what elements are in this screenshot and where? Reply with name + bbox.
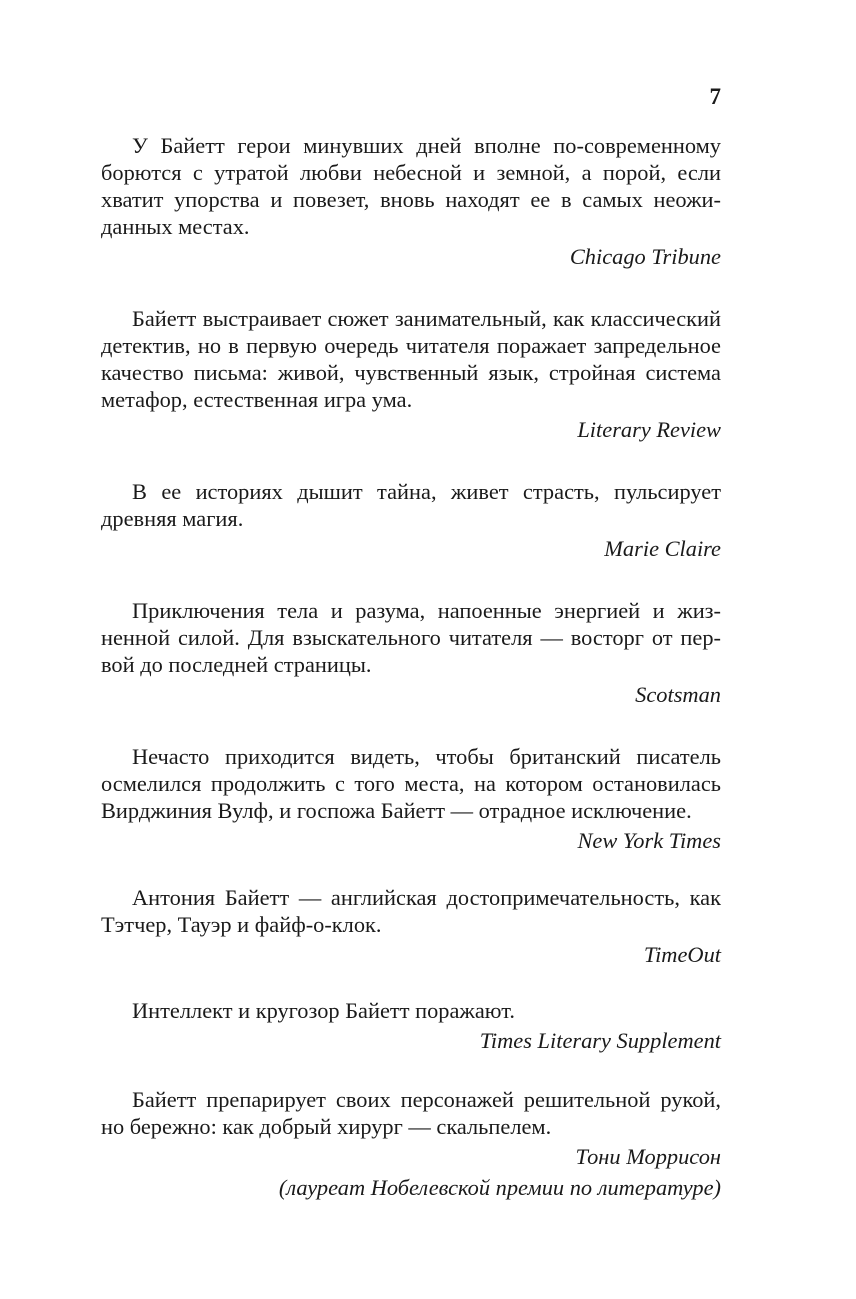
page-number: 7 xyxy=(709,84,721,109)
review-marie-claire xyxy=(101,478,721,565)
review-literary-review xyxy=(101,305,721,446)
review-source: Times Literary Supplement xyxy=(479,1028,721,1053)
review-spacer xyxy=(101,711,721,743)
review-quote: Нечасто приходится видеть, чтобы британский писатель осмелился продолжить с того места, на котором остановилась Вирджиния Вулф, и госпожа Байетт — отрадное исключение. xyxy=(101,744,721,823)
review-quote: В ее историях дышит тайна, живет страсть, пульсирует древняя магия. xyxy=(101,479,721,531)
review-times-literary-supplement xyxy=(101,997,721,1057)
review-source-note: (лауреат Нобелевской премии по литературе) xyxy=(278,1175,721,1200)
review-spacer xyxy=(101,971,721,997)
review-quote: Байетт препарирует своих персонажей решительной рукой, но бережно: как добрый хирург — скальпелем. xyxy=(101,1087,721,1139)
review-spacer xyxy=(101,1057,721,1086)
review-spacer xyxy=(101,446,721,478)
review-source: Marie Claire xyxy=(604,536,721,561)
review-scotsman xyxy=(101,597,721,711)
review-quote: Байетт выстраивает сюжет занимательный, как классический детектив, но в первую очередь читателя поражает запредельное качество письма: живой, чувственный язык, стройная система метафор, естественная игра ума. xyxy=(101,306,721,412)
review-source: Scotsman xyxy=(635,682,721,707)
review-quote: У Байетт герои минувших дней вполне по-современному борются с утратой любви небесной и земной, а порой, если хватит упорства и повезет, вновь находят ее в самых неожиданных местах. xyxy=(101,133,721,239)
review-quote: Интеллект и кругозор Байетт поражают. xyxy=(132,998,515,1023)
review-spacer xyxy=(101,857,721,884)
review-quote: Антония Байетт — английская достопримечательность, как Тэтчер, Тауэр и файф-о-клок. xyxy=(101,885,721,937)
review-new-york-times xyxy=(101,743,721,857)
review-source: Chicago Tribune xyxy=(569,244,721,269)
review-chicago-tribune xyxy=(101,132,721,273)
review-spacer xyxy=(101,273,721,305)
review-quote: Приключения тела и разума, напоенные энергией и жизненной силой. Для взыскательного читателя — восторг от первой до последней страницы. xyxy=(101,598,721,677)
review-timeout xyxy=(101,884,721,971)
review-source: TimeOut xyxy=(643,942,721,967)
review-source: Literary Review xyxy=(577,417,721,442)
review-spacer xyxy=(101,565,721,597)
review-toni-morrison xyxy=(101,1086,721,1203)
review-source: Тони Моррисон xyxy=(575,1144,721,1169)
review-source: New York Times xyxy=(577,828,721,853)
book-page xyxy=(101,80,721,1203)
